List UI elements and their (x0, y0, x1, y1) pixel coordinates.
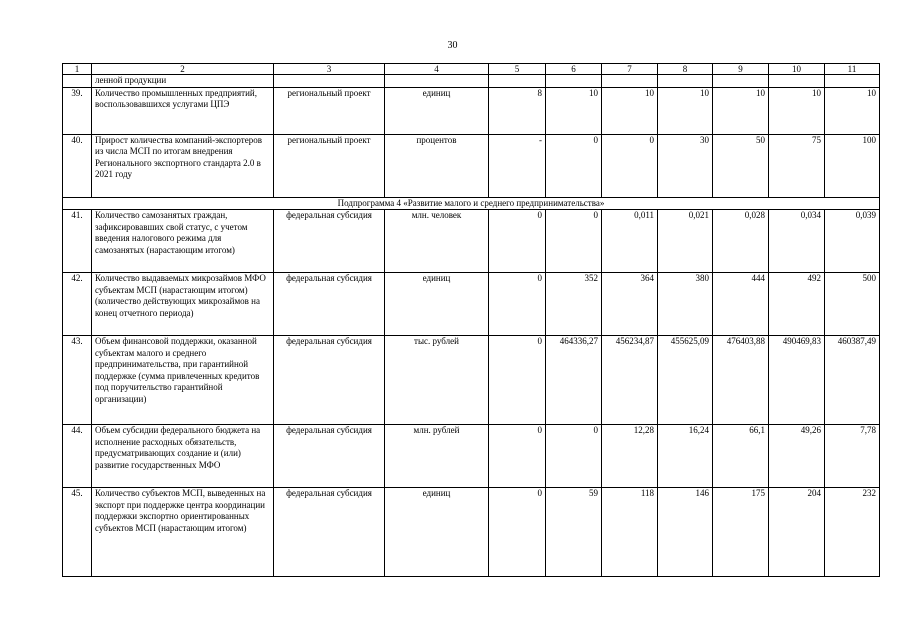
indicator-value: 66,1 (713, 425, 769, 488)
row-number: 39. (63, 87, 92, 134)
indicator-value: 0 (489, 425, 546, 488)
unit-of-measure: тыс. рублей (385, 336, 489, 425)
unit-of-measure: процентов (385, 134, 489, 197)
indicator-value: 0,028 (713, 210, 769, 273)
table-row (63, 336, 880, 425)
column-header: 5 (489, 64, 546, 75)
column-header: 11 (825, 64, 880, 75)
row-number: 41. (63, 210, 92, 273)
column-header: 7 (602, 64, 658, 75)
indicator-value: 464336,27 (546, 336, 602, 425)
indicator-value: 10 (658, 87, 713, 134)
subprogram-row (63, 197, 880, 210)
indicator-value: 0 (489, 210, 546, 273)
indicator-value: 10 (602, 87, 658, 134)
row-number: 44. (63, 425, 92, 488)
indicator-value: 0 (489, 273, 546, 336)
indicator-value: 10 (769, 87, 825, 134)
row-number: 43. (63, 336, 92, 425)
indicator-value: 10 (713, 87, 769, 134)
indicator-value: 0 (489, 488, 546, 577)
unit-of-measure: единиц (385, 488, 489, 577)
indicator-value: 455625,09 (658, 336, 713, 425)
cell-empty (713, 75, 769, 88)
indicator-value: 0 (489, 336, 546, 425)
cell-empty (602, 75, 658, 88)
row-number: 42. (63, 273, 92, 336)
indicator-name: ленной продукции (92, 75, 274, 88)
indicator-value: 50 (713, 134, 769, 197)
funding-source: федеральная субсидия (274, 336, 385, 425)
indicator-value: 49,26 (769, 425, 825, 488)
indicator-value: 490469,83 (769, 336, 825, 425)
indicator-value: - (489, 134, 546, 197)
indicator-value: 10 (825, 87, 880, 134)
indicator-value: 0 (602, 134, 658, 197)
unit-of-measure: млн. рублей (385, 425, 489, 488)
page-number: 30 (447, 40, 458, 51)
column-header: 1 (63, 64, 92, 75)
indicator-value: 460387,49 (825, 336, 880, 425)
indicator-value: 0,021 (658, 210, 713, 273)
cell-empty (658, 75, 713, 88)
indicator-value: 59 (546, 488, 602, 577)
subprogram-header: Подпрограмма 4 «Развитие малого и среднего предпринимательства» (63, 197, 880, 210)
indicator-name: Количество самозанятых граждан, зафиксировавших свой статус, с учетом введения налогового режима для самозанятых (нарастающим итогом) (92, 210, 274, 273)
cell-empty (63, 75, 92, 88)
indicator-value: 456234,87 (602, 336, 658, 425)
indicator-value: 12,28 (602, 425, 658, 488)
cell-empty (274, 75, 385, 88)
column-header: 8 (658, 64, 713, 75)
indicator-value: 0 (546, 425, 602, 488)
column-header: 3 (274, 64, 385, 75)
indicator-value: 175 (713, 488, 769, 577)
table-row (63, 87, 880, 134)
indicator-value: 232 (825, 488, 880, 577)
column-header: 6 (546, 64, 602, 75)
table-row (63, 210, 880, 273)
indicator-value: 0 (546, 210, 602, 273)
table-row (63, 488, 880, 577)
indicator-name: Количество промышленных предприятий, воспользовавшихся услугами ЦПЭ (92, 87, 274, 134)
indicator-value: 30 (658, 134, 713, 197)
column-header: 2 (92, 64, 274, 75)
cell-empty (489, 75, 546, 88)
indicator-value: 118 (602, 488, 658, 577)
indicator-value: 100 (825, 134, 880, 197)
indicator-name: Количество выдаваемых микрозаймов МФО субъектам МСП (нарастающим итогом) (количество действующих микрозаймов на конец отчетного периода) (92, 273, 274, 336)
indicator-value: 8 (489, 87, 546, 134)
indicator-value: 16,24 (658, 425, 713, 488)
indicator-name: Объем субсидии федерального бюджета на исполнение расходных обязательств, предусматривающих создание и (или) развитие государственных МФО (92, 425, 274, 488)
table-row (63, 134, 880, 197)
row-number: 45. (63, 488, 92, 577)
indicator-value: 380 (658, 273, 713, 336)
indicator-value: 0,034 (769, 210, 825, 273)
column-header: 10 (769, 64, 825, 75)
indicator-value: 492 (769, 273, 825, 336)
funding-source: федеральная субсидия (274, 425, 385, 488)
table-row (63, 273, 880, 336)
indicator-value: 10 (546, 87, 602, 134)
funding-source: региональный проект (274, 134, 385, 197)
indicator-value: 444 (713, 273, 769, 336)
indicator-value: 0,011 (602, 210, 658, 273)
indicator-value: 500 (825, 273, 880, 336)
indicator-value: 75 (769, 134, 825, 197)
cell-empty (825, 75, 880, 88)
funding-source: федеральная субсидия (274, 210, 385, 273)
indicator-name: Прирост количества компаний-экспортеров из числа МСП по итогам внедрения Регионального экспортного стандарта 2.0 в 2021 году (92, 134, 274, 197)
indicator-value: 7,78 (825, 425, 880, 488)
indicator-name: Количество субъектов МСП, выведенных на экспорт при поддержке центра координации поддержки экспортно ориентированных субъектов МСП (нарастающим итогом) (92, 488, 274, 577)
column-number-row (63, 64, 880, 75)
column-header: 9 (713, 64, 769, 75)
indicator-value: 146 (658, 488, 713, 577)
unit-of-measure: млн. человек (385, 210, 489, 273)
indicator-value: 364 (602, 273, 658, 336)
indicator-value: 204 (769, 488, 825, 577)
funding-source: федеральная субсидия (274, 488, 385, 577)
funding-source: федеральная субсидия (274, 273, 385, 336)
table-body (63, 75, 880, 577)
indicator-value: 0,039 (825, 210, 880, 273)
indicator-value: 352 (546, 273, 602, 336)
indicators-table (62, 63, 880, 577)
unit-of-measure: единиц (385, 273, 489, 336)
row-number: 40. (63, 134, 92, 197)
continuation-row (63, 75, 880, 88)
cell-empty (385, 75, 489, 88)
indicator-value: 476403,88 (713, 336, 769, 425)
column-header: 4 (385, 64, 489, 75)
indicator-name: Объем финансовой поддержки, оказанной субъектам малого и среднего предпринимательства, при гарантийной поддержке (сумма привлеченных кредитов под поручительство гарантийной организации) (92, 336, 274, 425)
indicator-value: 0 (546, 134, 602, 197)
cell-empty (769, 75, 825, 88)
unit-of-measure: единиц (385, 87, 489, 134)
funding-source: региональный проект (274, 87, 385, 134)
table-row (63, 425, 880, 488)
cell-empty (546, 75, 602, 88)
